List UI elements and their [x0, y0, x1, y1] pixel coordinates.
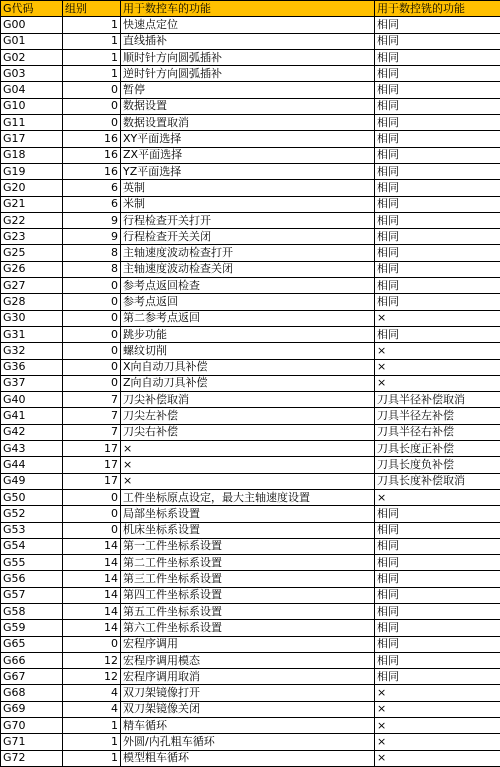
table-row: [1, 229, 500, 245]
cell-mill-function: 相同: [375, 163, 500, 179]
cell-lathe-function: 第四工件坐标系设置: [121, 587, 375, 603]
table-row: [1, 506, 500, 522]
cell-group: 0: [63, 310, 121, 326]
cell-group: 1: [63, 33, 121, 49]
cell-code: G44: [1, 457, 63, 473]
cell-mill-function: 相同: [375, 636, 500, 652]
cell-mill-function: 相同: [375, 115, 500, 131]
cell-code: G58: [1, 603, 63, 619]
cell-lathe-function: 英制: [121, 180, 375, 196]
header-mill-function: 用于数控铣的功能: [375, 1, 500, 17]
cell-mill-function: 相同: [375, 522, 500, 538]
cell-group: 0: [63, 522, 121, 538]
table-row: [1, 66, 500, 82]
cell-mill-function: 刀具半径补偿取消: [375, 392, 500, 408]
cell-lathe-function: 米制: [121, 196, 375, 212]
table-row: [1, 685, 500, 701]
cell-mill-function: 相同: [375, 180, 500, 196]
cell-mill-function: 刀具长度补偿取消: [375, 473, 500, 489]
cell-lathe-function: YZ平面选择: [121, 163, 375, 179]
header-group: 组别: [63, 1, 121, 17]
cell-group: 0: [63, 115, 121, 131]
cell-group: 17: [63, 441, 121, 457]
cell-mill-function: 相同: [375, 49, 500, 65]
cell-code: G27: [1, 278, 63, 294]
cell-lathe-function: 暂停: [121, 82, 375, 98]
cell-code: G25: [1, 245, 63, 261]
cell-lathe-function: 第六工件坐标系设置: [121, 620, 375, 636]
cell-mill-function: 相同: [375, 294, 500, 310]
cell-group: 0: [63, 82, 121, 98]
table-row: [1, 555, 500, 571]
cell-mill-function: 相同: [375, 261, 500, 277]
cell-group: 1: [63, 734, 121, 750]
table-row: [1, 131, 500, 147]
table-row: [1, 294, 500, 310]
cell-group: 0: [63, 278, 121, 294]
cell-group: 4: [63, 685, 121, 701]
cell-code: G37: [1, 375, 63, 391]
table-row: [1, 701, 500, 717]
cell-group: 14: [63, 555, 121, 571]
table-row: [1, 489, 500, 505]
cell-lathe-function: 主轴速度波动检查关闭: [121, 261, 375, 277]
cell-group: 16: [63, 147, 121, 163]
cell-code: G42: [1, 424, 63, 440]
table-row: [1, 441, 500, 457]
cell-group: 1: [63, 750, 121, 766]
table-row: [1, 408, 500, 424]
cell-lathe-function: 顺时针方向圆弧插补: [121, 49, 375, 65]
cell-mill-function: ×: [375, 734, 500, 750]
table-row: [1, 196, 500, 212]
table-row: [1, 310, 500, 326]
cell-lathe-function: 数据设置: [121, 98, 375, 114]
cell-group: 0: [63, 506, 121, 522]
cell-code: G03: [1, 66, 63, 82]
cell-group: 8: [63, 245, 121, 261]
table-row: [1, 734, 500, 750]
cell-lathe-function: 第一工件坐标系设置: [121, 538, 375, 554]
table-row: [1, 620, 500, 636]
cell-code: G23: [1, 229, 63, 245]
cell-code: G69: [1, 701, 63, 717]
header-lathe-function: 用于数控车的功能: [121, 1, 375, 17]
cell-lathe-function: ×: [121, 441, 375, 457]
cell-code: G56: [1, 571, 63, 587]
cell-group: 7: [63, 424, 121, 440]
table-row: [1, 163, 500, 179]
table-row: [1, 669, 500, 685]
cell-group: 0: [63, 636, 121, 652]
cell-code: G01: [1, 33, 63, 49]
cell-lathe-function: 宏程序调用: [121, 636, 375, 652]
cell-code: G54: [1, 538, 63, 554]
cell-mill-function: 刀具长度负补偿: [375, 457, 500, 473]
table-row: [1, 473, 500, 489]
cell-mill-function: 相同: [375, 326, 500, 342]
cell-group: 12: [63, 669, 121, 685]
cell-lathe-function: ×: [121, 457, 375, 473]
cell-lathe-function: 刀尖补偿取消: [121, 392, 375, 408]
cell-group: 14: [63, 571, 121, 587]
cell-lathe-function: 第二工件坐标系设置: [121, 555, 375, 571]
table-row: [1, 652, 500, 668]
cell-lathe-function: 精车循环: [121, 718, 375, 734]
cell-lathe-function: 模型粗车循环: [121, 750, 375, 766]
cell-code: G11: [1, 115, 63, 131]
cell-code: G57: [1, 587, 63, 603]
cell-code: G28: [1, 294, 63, 310]
cell-mill-function: 相同: [375, 147, 500, 163]
cell-code: G53: [1, 522, 63, 538]
cell-lathe-function: 刀尖左补偿: [121, 408, 375, 424]
cell-code: G70: [1, 718, 63, 734]
cell-mill-function: 相同: [375, 587, 500, 603]
cell-code: G00: [1, 17, 63, 33]
cell-mill-function: ×: [375, 718, 500, 734]
cell-group: 0: [63, 375, 121, 391]
table-row: [1, 33, 500, 49]
cell-group: 0: [63, 343, 121, 359]
cell-lathe-function: 快速点定位: [121, 17, 375, 33]
table-row: [1, 457, 500, 473]
cell-mill-function: 相同: [375, 82, 500, 98]
table-row: [1, 326, 500, 342]
cell-group: 9: [63, 229, 121, 245]
cell-code: G30: [1, 310, 63, 326]
cell-lathe-function: Z向自动刀具补偿: [121, 375, 375, 391]
cell-lathe-function: 参考点返回: [121, 294, 375, 310]
cell-group: 7: [63, 408, 121, 424]
cell-lathe-function: 跳步功能: [121, 326, 375, 342]
cell-code: G67: [1, 669, 63, 685]
table-row: [1, 587, 500, 603]
cell-lathe-function: 局部坐标系设置: [121, 506, 375, 522]
cell-group: 6: [63, 180, 121, 196]
cell-lathe-function: 工件坐标原点设定，最大主轴速度设置: [121, 489, 375, 505]
cell-code: G71: [1, 734, 63, 750]
cell-mill-function: ×: [375, 750, 500, 766]
cell-code: G26: [1, 261, 63, 277]
cell-group: 8: [63, 261, 121, 277]
table-row: [1, 522, 500, 538]
cell-group: 14: [63, 603, 121, 619]
cell-group: 14: [63, 620, 121, 636]
cell-code: G50: [1, 489, 63, 505]
cell-code: G49: [1, 473, 63, 489]
cell-mill-function: ×: [375, 489, 500, 505]
cell-lathe-function: 数据设置取消: [121, 115, 375, 131]
cell-lathe-function: 刀尖右补偿: [121, 424, 375, 440]
cell-mill-function: 相同: [375, 229, 500, 245]
cell-lathe-function: 第三工件坐标系设置: [121, 571, 375, 587]
cell-group: 0: [63, 359, 121, 375]
cell-code: G04: [1, 82, 63, 98]
cell-mill-function: 相同: [375, 652, 500, 668]
cell-group: 1: [63, 66, 121, 82]
cell-group: 1: [63, 718, 121, 734]
cell-code: G19: [1, 163, 63, 179]
cell-code: G21: [1, 196, 63, 212]
cell-code: G65: [1, 636, 63, 652]
cell-lathe-function: 第五工件坐标系设置: [121, 603, 375, 619]
cell-mill-function: 相同: [375, 33, 500, 49]
cell-mill-function: 刀具半径左补偿: [375, 408, 500, 424]
table-row: [1, 603, 500, 619]
table-row: [1, 359, 500, 375]
cell-code: G59: [1, 620, 63, 636]
cell-lathe-function: XY平面选择: [121, 131, 375, 147]
cell-group: 0: [63, 98, 121, 114]
cell-lathe-function: 逆时针方向圆弧插补: [121, 66, 375, 82]
cell-lathe-function: 第二参考点返回: [121, 310, 375, 326]
cell-code: G52: [1, 506, 63, 522]
cell-mill-function: 相同: [375, 245, 500, 261]
table-row: [1, 82, 500, 98]
table-row: [1, 343, 500, 359]
table-body: [1, 17, 500, 767]
cell-mill-function: 相同: [375, 131, 500, 147]
cell-mill-function: ×: [375, 375, 500, 391]
cell-lathe-function: 宏程序调用取消: [121, 669, 375, 685]
cell-group: 12: [63, 652, 121, 668]
cell-mill-function: 刀具长度正补偿: [375, 441, 500, 457]
table-row: [1, 147, 500, 163]
cell-code: G20: [1, 180, 63, 196]
cell-code: G10: [1, 98, 63, 114]
cell-group: 0: [63, 326, 121, 342]
cell-code: G66: [1, 652, 63, 668]
cell-lathe-function: 机床坐标系设置: [121, 522, 375, 538]
cell-group: 17: [63, 473, 121, 489]
cell-lathe-function: ×: [121, 473, 375, 489]
cell-code: G72: [1, 750, 63, 766]
cell-mill-function: ×: [375, 701, 500, 717]
cell-code: G32: [1, 343, 63, 359]
cell-lathe-function: 双刀架镜像打开: [121, 685, 375, 701]
header-code: G代码: [1, 1, 63, 17]
cell-mill-function: 相同: [375, 571, 500, 587]
table-row: [1, 180, 500, 196]
cell-group: 9: [63, 212, 121, 228]
cell-lathe-function: 参考点返回检查: [121, 278, 375, 294]
table-row: [1, 571, 500, 587]
cell-group: 16: [63, 163, 121, 179]
cell-group: 7: [63, 392, 121, 408]
cell-code: G41: [1, 408, 63, 424]
cell-mill-function: 相同: [375, 66, 500, 82]
cell-mill-function: 刀具半径右补偿: [375, 424, 500, 440]
cell-group: 0: [63, 294, 121, 310]
table-row: [1, 375, 500, 391]
cell-group: 14: [63, 587, 121, 603]
header-row: [1, 1, 500, 17]
cell-code: G55: [1, 555, 63, 571]
table-row: [1, 212, 500, 228]
cell-mill-function: 相同: [375, 620, 500, 636]
cell-code: G22: [1, 212, 63, 228]
table-row: [1, 750, 500, 766]
table-row: [1, 392, 500, 408]
table-row: [1, 245, 500, 261]
cell-mill-function: 相同: [375, 506, 500, 522]
cell-code: G31: [1, 326, 63, 342]
cell-code: G17: [1, 131, 63, 147]
table-row: [1, 17, 500, 33]
cell-mill-function: 相同: [375, 555, 500, 571]
cell-lathe-function: 外圆/内孔粗车循环: [121, 734, 375, 750]
cell-mill-function: ×: [375, 685, 500, 701]
cell-mill-function: 相同: [375, 603, 500, 619]
table-row: [1, 261, 500, 277]
cell-code: G18: [1, 147, 63, 163]
cell-code: G40: [1, 392, 63, 408]
table-row: [1, 278, 500, 294]
cell-group: 4: [63, 701, 121, 717]
cell-mill-function: 相同: [375, 17, 500, 33]
table-row: [1, 718, 500, 734]
cell-group: 16: [63, 131, 121, 147]
cell-lathe-function: ZX平面选择: [121, 147, 375, 163]
cell-group: 1: [63, 49, 121, 65]
cell-group: 6: [63, 196, 121, 212]
cell-mill-function: 相同: [375, 538, 500, 554]
cell-code: G68: [1, 685, 63, 701]
cell-code: G43: [1, 441, 63, 457]
cell-lathe-function: 行程检查开关关闭: [121, 229, 375, 245]
cell-code: G36: [1, 359, 63, 375]
cell-mill-function: 相同: [375, 278, 500, 294]
cell-group: 17: [63, 457, 121, 473]
cell-lathe-function: 行程检查开关打开: [121, 212, 375, 228]
cell-lathe-function: 主轴速度波动检查打开: [121, 245, 375, 261]
cell-mill-function: ×: [375, 310, 500, 326]
cell-mill-function: ×: [375, 359, 500, 375]
cell-mill-function: 相同: [375, 98, 500, 114]
cell-lathe-function: 螺纹切削: [121, 343, 375, 359]
table-row: [1, 538, 500, 554]
table-row: [1, 49, 500, 65]
cell-lathe-function: 宏程序调用模态: [121, 652, 375, 668]
cell-group: 14: [63, 538, 121, 554]
cell-mill-function: 相同: [375, 669, 500, 685]
cell-lathe-function: 双刀架镜像关闭: [121, 701, 375, 717]
cell-lathe-function: 直线插补: [121, 33, 375, 49]
cell-group: 1: [63, 17, 121, 33]
table-row: [1, 424, 500, 440]
table-row: [1, 98, 500, 114]
table-row: [1, 115, 500, 131]
cell-mill-function: 相同: [375, 196, 500, 212]
table-row: [1, 636, 500, 652]
cell-mill-function: ×: [375, 343, 500, 359]
cell-mill-function: 相同: [375, 212, 500, 228]
cell-code: G02: [1, 49, 63, 65]
cell-group: 0: [63, 489, 121, 505]
cell-lathe-function: X向自动刀具补偿: [121, 359, 375, 375]
